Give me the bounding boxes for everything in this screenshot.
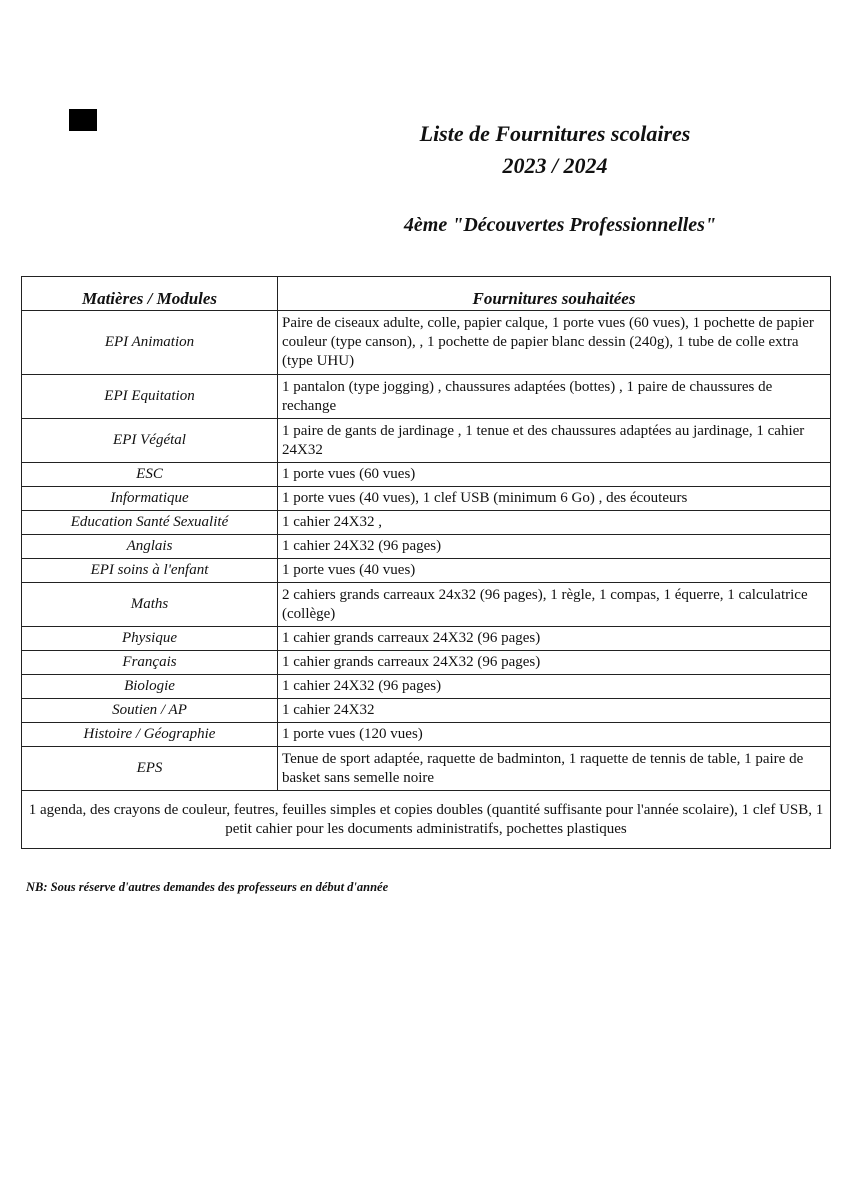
table-row [22, 487, 831, 511]
table-row [22, 559, 831, 583]
items-cell: 1 cahier grands carreaux 24X32 (96 pages) [278, 627, 831, 651]
table-row [22, 375, 831, 419]
table-row [22, 511, 831, 535]
subject-cell: EPS [22, 747, 278, 791]
items-cell: 1 porte vues (40 vues) [278, 559, 831, 583]
items-cell: 1 cahier grands carreaux 24X32 (96 pages) [278, 651, 831, 675]
items-cell: 1 cahier 24X32 (96 pages) [278, 675, 831, 699]
table-row [22, 675, 831, 699]
items-cell: 1 cahier 24X32 [278, 699, 831, 723]
table-row [22, 583, 831, 627]
general-supplies-cell: 1 agenda, des crayons de couleur, feutres, feuilles simples et copies doubles (quantité suffisante pour l'année scolaire), 1 clef USB, 1 petit cahier pour les documents administratifs, pochettes plastiques [22, 791, 831, 849]
table-row [22, 747, 831, 791]
header-subjects: Matières / Modules [22, 277, 278, 311]
table-row [22, 699, 831, 723]
table-row [22, 535, 831, 559]
items-cell: 1 pantalon (type jogging) , chaussures adaptées (bottes) , 1 paire de chaussures de rechange [278, 375, 831, 419]
subject-cell: ESC [22, 463, 278, 487]
subject-cell: EPI Végétal [22, 419, 278, 463]
subject-cell: EPI Animation [22, 311, 278, 375]
table-row [22, 627, 831, 651]
class-subtitle: 4ème "Découvertes Professionnelles" [403, 214, 717, 236]
subject-cell: Maths [22, 583, 278, 627]
items-cell: Tenue de sport adaptée, raquette de badminton, 1 raquette de tennis de table, 1 paire de basket sans semelle noire [278, 747, 831, 791]
subject-cell: Physique [22, 627, 278, 651]
subject-cell: Education Santé Sexualité [22, 511, 278, 535]
items-cell: 1 paire de gants de jardinage , 1 tenue et des chaussures adaptées au jardinage, 1 cahier 24X32 [278, 419, 831, 463]
page-title: Liste de Fournitures scolaires [419, 121, 691, 146]
subject-cell: Biologie [22, 675, 278, 699]
subject-cell: Histoire / Géographie [22, 723, 278, 747]
items-cell: 1 porte vues (120 vues) [278, 723, 831, 747]
subject-cell: Français [22, 651, 278, 675]
items-cell: 2 cahiers grands carreaux 24x32 (96 pages), 1 règle, 1 compas, 1 équerre, 1 calculatrice (collège) [278, 583, 831, 627]
table-row [22, 723, 831, 747]
logo-mark [69, 109, 97, 131]
table-header-row [22, 277, 831, 311]
subject-cell: Soutien / AP [22, 699, 278, 723]
subject-cell: EPI Equitation [22, 375, 278, 419]
subject-cell: Anglais [22, 535, 278, 559]
supplies-table [21, 276, 831, 849]
table-row [22, 651, 831, 675]
table-row [22, 463, 831, 487]
items-cell: 1 porte vues (60 vues) [278, 463, 831, 487]
table-row [22, 311, 831, 375]
items-cell: 1 cahier 24X32 , [278, 511, 831, 535]
subject-cell: EPI soins à l'enfant [22, 559, 278, 583]
items-cell: Paire de ciseaux adulte, colle, papier calque, 1 porte vues (60 vues), 1 pochette de papier couleur (type canson), , 1 pochette de papier blanc dessin (240g), 1 tube de colle extra (type UHU) [278, 311, 831, 375]
table-row [22, 419, 831, 463]
items-cell: 1 cahier 24X32 (96 pages) [278, 535, 831, 559]
header-supplies: Fournitures souhaitées [278, 277, 831, 311]
school-year: 2023 / 2024 [502, 153, 608, 178]
items-cell: 1 porte vues (40 vues), 1 clef USB (minimum 6 Go) , des écouteurs [278, 487, 831, 511]
table-footer-row [22, 791, 831, 849]
subject-cell: Informatique [22, 487, 278, 511]
footnote: NB: Sous réserve d'autres demandes des professeurs en début d'année [26, 880, 389, 894]
